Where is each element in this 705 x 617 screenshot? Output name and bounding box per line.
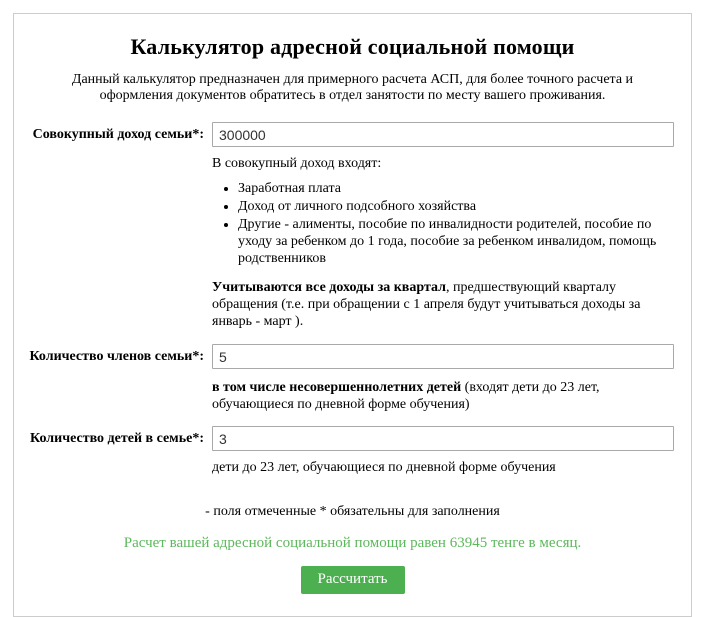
income-quarter-note-rest: , предшествующий кварталу обращения (т.е. при обращении с 1 апреля будут учитываться доходы за январь - март ). bbox=[212, 280, 641, 329]
members-help-bold: в том числе несовершеннолетних детей bbox=[212, 380, 462, 395]
members-help-rest: (входят дети до 23 лет, обучающиеся по дневной форме обучения) bbox=[212, 380, 600, 412]
children-help: дети до 23 лет, обучающиеся по дневной форме обучения bbox=[212, 460, 556, 475]
income-quarter-note bbox=[212, 279, 674, 330]
members-row bbox=[14, 344, 691, 369]
children-row bbox=[14, 426, 691, 451]
calculation-result: Расчет вашей адресной социальной помощи равен 63945 тенге в месяц. bbox=[123, 535, 582, 551]
calculator-panel bbox=[13, 13, 692, 617]
income-input[interactable] bbox=[212, 122, 674, 147]
income-row bbox=[14, 122, 691, 147]
members-label: Количество членов семьи*: bbox=[29, 349, 204, 364]
page-title: Калькулятор адресной социальной помощи bbox=[130, 34, 575, 59]
income-bullet-list bbox=[212, 180, 674, 267]
income-help-intro: В совокупный доход входят: bbox=[212, 156, 382, 171]
calculate-button[interactable]: Рассчитать bbox=[301, 566, 405, 594]
income-bullet-household: • Доход от личного подсобного хозяйства bbox=[238, 198, 674, 215]
income-label: Совокупный доход семьи*: bbox=[32, 127, 204, 142]
members-input[interactable] bbox=[212, 344, 674, 369]
page-subtitle: Данный калькулятор предназначен для примерного расчета АСП, для более точного расчета и оформления документов обратитесь в отдел занятости по месту вашего проживания. bbox=[71, 72, 634, 103]
children-label: Количество детей в семье*: bbox=[30, 431, 204, 446]
children-input[interactable] bbox=[212, 426, 674, 451]
members-help bbox=[212, 379, 674, 413]
button-row bbox=[14, 566, 691, 594]
required-fields-note: - поля отмеченные * обязательны для заполнения bbox=[205, 504, 500, 519]
income-bullet-other: • Другие - алименты, пособие по инвалидности родителей, пособие по уходу за ребенком до 1 года, пособие за ребенком инвалидом, помощь родственников bbox=[238, 216, 674, 267]
income-quarter-note-bold: Учитываются все доходы за квартал bbox=[212, 280, 446, 295]
income-bullet-salary: • Заработная плата bbox=[238, 180, 674, 197]
